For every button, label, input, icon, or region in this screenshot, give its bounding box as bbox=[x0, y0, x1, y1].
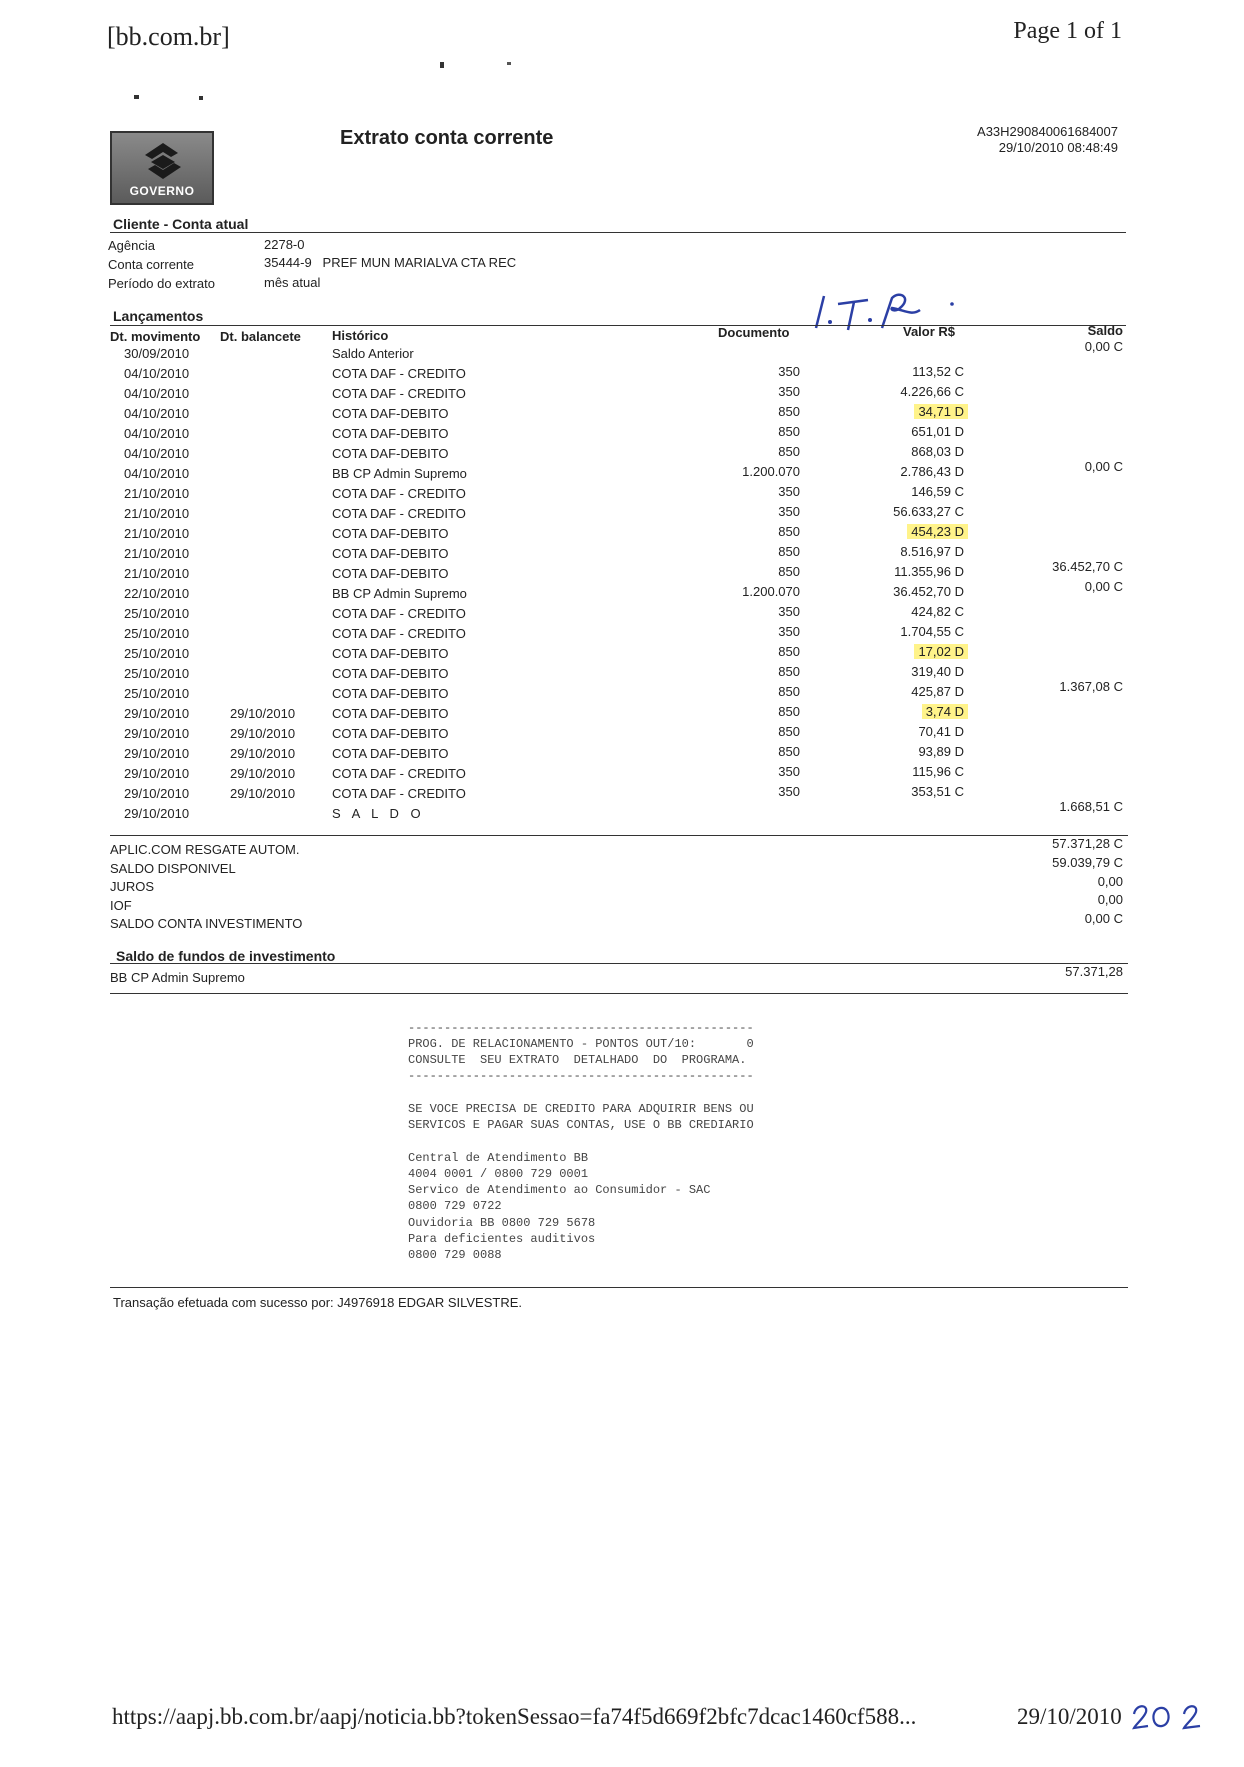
cell-documento: 850 bbox=[778, 644, 800, 659]
conta-value: 35444-9 PREF MUN MARIALVA CTA REC bbox=[264, 255, 517, 270]
cell-dt-movimento: 30/09/2010 bbox=[124, 346, 190, 361]
iof-value: 0,00 bbox=[1097, 892, 1123, 907]
cell-historico: BB CP Admin Supremo bbox=[332, 586, 467, 601]
prog-line-2: CONSULTE SEU EXTRATO DETALHADO DO PROGRAMA. bbox=[408, 1053, 747, 1067]
cell-historico: Saldo Anterior bbox=[332, 346, 414, 361]
credit-line-1: SE VOCE PRECISA DE CREDITO PARA ADQUIRIR BENS OU bbox=[408, 1102, 754, 1116]
cell-saldo: 0,00 C bbox=[1084, 579, 1123, 594]
cell-documento: 350 bbox=[778, 484, 800, 499]
cell-historico: S A L D O bbox=[332, 806, 425, 821]
cell-dt-movimento: 29/10/2010 bbox=[124, 726, 190, 741]
table-row bbox=[0, 366, 1244, 386]
cell-valor: 4.226,66 C bbox=[900, 384, 964, 399]
cell-historico: BB CP Admin Supremo bbox=[332, 466, 467, 481]
lancamentos-section-title: Lançamentos bbox=[113, 308, 204, 324]
fund-name: BB CP Admin Supremo bbox=[110, 970, 245, 985]
bank-symbol-icon bbox=[144, 141, 182, 181]
cell-documento: 850 bbox=[778, 444, 800, 459]
cell-valor: 3,74 D bbox=[922, 704, 968, 719]
cell-documento: 1.200.070 bbox=[742, 584, 800, 599]
central-label: Central de Atendimento BB bbox=[408, 1151, 589, 1165]
cell-historico: COTA DAF-DEBITO bbox=[332, 526, 449, 541]
cell-dt-movimento: 21/10/2010 bbox=[124, 566, 190, 581]
table-row bbox=[0, 666, 1244, 686]
aplic-value: 57.371,28 C bbox=[1052, 836, 1123, 851]
iof-label: IOF bbox=[110, 898, 132, 913]
credit-line-2: SERVICOS E PAGAR SUAS CONTAS, USE O BB CREDIARIO bbox=[408, 1118, 754, 1132]
scan-speck bbox=[134, 95, 139, 99]
scan-speck bbox=[440, 62, 444, 68]
cell-historico: COTA DAF - CREDITO bbox=[332, 786, 466, 801]
cell-valor: 353,51 C bbox=[911, 784, 964, 799]
cell-dt-movimento: 29/10/2010 bbox=[124, 746, 190, 761]
cell-dt-movimento: 04/10/2010 bbox=[124, 386, 190, 401]
statement-code-block bbox=[977, 124, 1118, 156]
cell-documento: 350 bbox=[778, 784, 800, 799]
cell-valor: 34,71 D bbox=[914, 404, 968, 419]
sac-phone: 0800 729 0722 bbox=[408, 1199, 502, 1213]
table-row bbox=[0, 386, 1244, 406]
cell-dt-movimento: 21/10/2010 bbox=[124, 506, 190, 521]
cell-historico: COTA DAF-DEBITO bbox=[332, 686, 449, 701]
juros-label: JUROS bbox=[110, 879, 155, 894]
cell-historico: COTA DAF-DEBITO bbox=[332, 646, 449, 661]
cell-valor: 115,96 C bbox=[912, 764, 964, 779]
page-title: Extrato conta corrente bbox=[340, 127, 554, 149]
saldo-disponivel-value: 59.039,79 C bbox=[1052, 855, 1123, 870]
cell-dt-balancete: 29/10/2010 bbox=[230, 726, 296, 741]
lancamentos-divider bbox=[110, 325, 1126, 326]
cell-historico: COTA DAF - CREDITO bbox=[332, 386, 466, 401]
cell-documento: 850 bbox=[778, 744, 800, 759]
funds-bottom-divider bbox=[110, 993, 1128, 994]
cell-documento: 850 bbox=[778, 724, 800, 739]
cell-historico: COTA DAF - CREDITO bbox=[332, 626, 466, 641]
table-row bbox=[0, 799, 1244, 826]
periodo-value: mês atual bbox=[264, 275, 321, 290]
cell-valor: 2.786,43 D bbox=[900, 464, 964, 479]
cell-valor: 11.355,96 D bbox=[894, 564, 964, 579]
table-row bbox=[0, 579, 1244, 606]
bank-logo bbox=[110, 131, 214, 205]
table-row bbox=[0, 766, 1244, 786]
cell-valor: 146,59 C bbox=[911, 484, 964, 499]
table-row bbox=[0, 646, 1244, 666]
table-row bbox=[0, 746, 1244, 766]
table-row bbox=[0, 446, 1244, 466]
cell-dt-movimento: 04/10/2010 bbox=[124, 406, 190, 421]
cell-historico: COTA DAF-DEBITO bbox=[332, 406, 449, 421]
col-historico: Histórico bbox=[332, 328, 389, 343]
table-row bbox=[0, 626, 1244, 646]
cell-saldo: 0,00 C bbox=[1084, 339, 1123, 354]
saldo-disponivel-label: SALDO DISPONIVEL bbox=[110, 861, 236, 876]
cell-documento: 350 bbox=[778, 624, 800, 639]
cell-dt-movimento: 29/10/2010 bbox=[124, 706, 190, 721]
cell-dt-movimento: 25/10/2010 bbox=[124, 606, 190, 621]
periodo-label: Período do extrato bbox=[108, 276, 215, 291]
cell-dt-movimento: 22/10/2010 bbox=[124, 586, 190, 601]
cell-documento: 350 bbox=[778, 504, 800, 519]
cell-documento: 1.200.070 bbox=[742, 464, 800, 479]
cell-valor: 424,82 C bbox=[911, 604, 964, 619]
cell-dt-balancete: 29/10/2010 bbox=[230, 746, 296, 761]
statement-code: A33H290840061684007 bbox=[977, 124, 1118, 139]
message-dashes-top: ------------------------------------------------ bbox=[408, 1021, 754, 1035]
statement-timestamp: 29/10/2010 08:48:49 bbox=[998, 140, 1118, 155]
cell-historico: COTA DAF-DEBITO bbox=[332, 546, 449, 561]
sac-label: Servico de Atendimento ao Consumidor - SAC bbox=[408, 1183, 711, 1197]
cell-valor: 17,02 D bbox=[914, 644, 968, 659]
cell-dt-movimento: 04/10/2010 bbox=[124, 466, 190, 481]
deficientes-label: Para deficientes auditivos bbox=[408, 1232, 596, 1246]
prog-line-1: PROG. DE RELACIONAMENTO - PONTOS OUT/10: 0 bbox=[408, 1037, 754, 1051]
cell-historico: COTA DAF - CREDITO bbox=[332, 606, 466, 621]
cell-valor: 93,89 D bbox=[918, 744, 964, 759]
cell-dt-movimento: 04/10/2010 bbox=[124, 366, 190, 381]
cell-documento: 350 bbox=[778, 604, 800, 619]
table-row bbox=[0, 526, 1244, 546]
cell-historico: COTA DAF-DEBITO bbox=[332, 666, 449, 681]
deficientes-phone: 0800 729 0088 bbox=[408, 1248, 502, 1262]
cell-dt-movimento: 21/10/2010 bbox=[124, 526, 190, 541]
summary-divider bbox=[110, 835, 1128, 836]
client-section-title: Cliente - Conta atual bbox=[113, 216, 249, 232]
table-row bbox=[0, 406, 1244, 426]
transaction-divider bbox=[110, 1287, 1128, 1288]
cell-documento: 850 bbox=[778, 564, 800, 579]
table-row bbox=[0, 559, 1244, 586]
cell-documento: 350 bbox=[778, 384, 800, 399]
cell-documento: 850 bbox=[778, 664, 800, 679]
col-dt-movimento: Dt. movimento bbox=[110, 329, 201, 344]
col-valor: Valor R$ bbox=[903, 324, 956, 339]
table-row bbox=[0, 426, 1244, 446]
col-saldo: Saldo bbox=[1087, 323, 1123, 338]
scan-speck bbox=[199, 96, 203, 100]
cell-dt-movimento: 29/10/2010 bbox=[124, 786, 190, 801]
cell-historico: COTA DAF - CREDITO bbox=[332, 486, 466, 501]
table-row bbox=[0, 606, 1244, 626]
table-row bbox=[0, 706, 1244, 726]
cell-documento: 850 bbox=[778, 424, 800, 439]
logo-text: GOVERNO bbox=[129, 184, 195, 198]
aplic-label: APLIC.COM RESGATE AUTOM. bbox=[110, 842, 300, 857]
cell-saldo: 1.668,51 C bbox=[1059, 799, 1123, 814]
cell-dt-movimento: 21/10/2010 bbox=[124, 486, 190, 501]
cell-documento: 850 bbox=[778, 684, 800, 699]
browser-site-label: [bb.com.br] bbox=[107, 22, 230, 51]
cell-dt-movimento: 25/10/2010 bbox=[124, 666, 190, 681]
cell-valor: 36.452,70 D bbox=[893, 584, 964, 599]
browser-footer-url: https://aapj.bb.com.br/aapj/noticia.bb?tokenSessao=fa74f5d669f2bfc7dcac1460cf588... bbox=[112, 1704, 917, 1729]
cell-historico: COTA DAF-DEBITO bbox=[332, 446, 449, 461]
cell-saldo: 0,00 C bbox=[1084, 459, 1123, 474]
cell-historico: COTA DAF-DEBITO bbox=[332, 706, 449, 721]
table-row bbox=[0, 679, 1244, 706]
saldo-investimento-value: 0,00 C bbox=[1084, 911, 1123, 926]
scan-speck bbox=[507, 62, 511, 65]
cell-valor: 113,52 C bbox=[912, 364, 964, 379]
cell-valor: 70,41 D bbox=[918, 724, 964, 739]
message-dashes-bottom: ------------------------------------------------ bbox=[408, 1069, 754, 1083]
cell-valor: 868,03 D bbox=[911, 444, 964, 459]
cell-documento: 850 bbox=[778, 404, 800, 419]
cell-dt-movimento: 29/10/2010 bbox=[124, 766, 190, 781]
cell-historico: COTA DAF-DEBITO bbox=[332, 746, 449, 761]
cell-dt-movimento: 25/10/2010 bbox=[124, 686, 190, 701]
cell-valor: 8.516,97 D bbox=[900, 544, 964, 559]
table-row bbox=[0, 339, 1244, 366]
cell-dt-movimento: 25/10/2010 bbox=[124, 646, 190, 661]
central-phones: 4004 0001 / 0800 729 0001 bbox=[408, 1167, 589, 1181]
cell-saldo: 1.367,08 C bbox=[1059, 679, 1123, 694]
cell-valor: 454,23 D bbox=[907, 524, 968, 539]
cell-historico: COTA DAF - CREDITO bbox=[332, 766, 466, 781]
cell-saldo: 36.452,70 C bbox=[1052, 559, 1123, 574]
juros-value: 0,00 bbox=[1097, 874, 1123, 889]
cell-historico: COTA DAF - CREDITO bbox=[332, 506, 466, 521]
cell-historico: COTA DAF-DEBITO bbox=[332, 726, 449, 741]
table-row bbox=[0, 459, 1244, 486]
funds-divider bbox=[110, 963, 1128, 964]
cell-valor: 56.633,27 C bbox=[893, 504, 964, 519]
transaction-footer: Transação efetuada com sucesso por: J4976918 EDGAR SILVESTRE. bbox=[113, 1295, 522, 1310]
cell-valor: 319,40 D bbox=[911, 664, 964, 679]
conta-label: Conta corrente bbox=[108, 257, 194, 272]
funds-section-title: Saldo de fundos de investimento bbox=[116, 948, 336, 964]
table-row bbox=[0, 726, 1244, 746]
cell-documento: 350 bbox=[778, 364, 800, 379]
cell-documento: 350 bbox=[778, 764, 800, 779]
agencia-label: Agência bbox=[108, 238, 155, 253]
cell-documento: 850 bbox=[778, 524, 800, 539]
cell-valor: 1.704,55 C bbox=[900, 624, 964, 639]
col-documento: Documento bbox=[718, 325, 790, 340]
ouvidoria: Ouvidoria BB 0800 729 5678 bbox=[408, 1216, 596, 1230]
cell-documento: 850 bbox=[778, 544, 800, 559]
handwritten-page-mark bbox=[1130, 1700, 1210, 1734]
cell-dt-movimento: 25/10/2010 bbox=[124, 626, 190, 641]
cell-historico: COTA DAF-DEBITO bbox=[332, 426, 449, 441]
browser-footer-date: 29/10/2010 bbox=[1017, 1704, 1122, 1729]
cell-dt-movimento: 04/10/2010 bbox=[124, 426, 190, 441]
client-divider bbox=[110, 232, 1126, 233]
table-row bbox=[0, 486, 1244, 506]
fund-value: 57.371,28 bbox=[1065, 964, 1123, 979]
cell-dt-movimento: 29/10/2010 bbox=[124, 806, 190, 821]
cell-dt-balancete: 29/10/2010 bbox=[230, 786, 296, 801]
cell-dt-movimento: 04/10/2010 bbox=[124, 446, 190, 461]
cell-dt-balancete: 29/10/2010 bbox=[230, 706, 296, 721]
cell-valor: 651,01 D bbox=[911, 424, 964, 439]
saldo-investimento-label: SALDO CONTA INVESTIMENTO bbox=[110, 916, 303, 931]
cell-valor: 425,87 D bbox=[911, 684, 964, 699]
table-row bbox=[0, 786, 1244, 806]
col-dt-balancete: Dt. balancete bbox=[220, 329, 301, 344]
cell-documento: 850 bbox=[778, 704, 800, 719]
cell-historico: COTA DAF - CREDITO bbox=[332, 366, 466, 381]
cell-dt-movimento: 21/10/2010 bbox=[124, 546, 190, 561]
browser-page-label: Page 1 of 1 bbox=[1013, 18, 1122, 44]
table-row bbox=[0, 506, 1244, 526]
cell-dt-balancete: 29/10/2010 bbox=[230, 766, 296, 781]
agencia-value: 2278-0 bbox=[264, 237, 305, 252]
cell-historico: COTA DAF-DEBITO bbox=[332, 566, 449, 581]
